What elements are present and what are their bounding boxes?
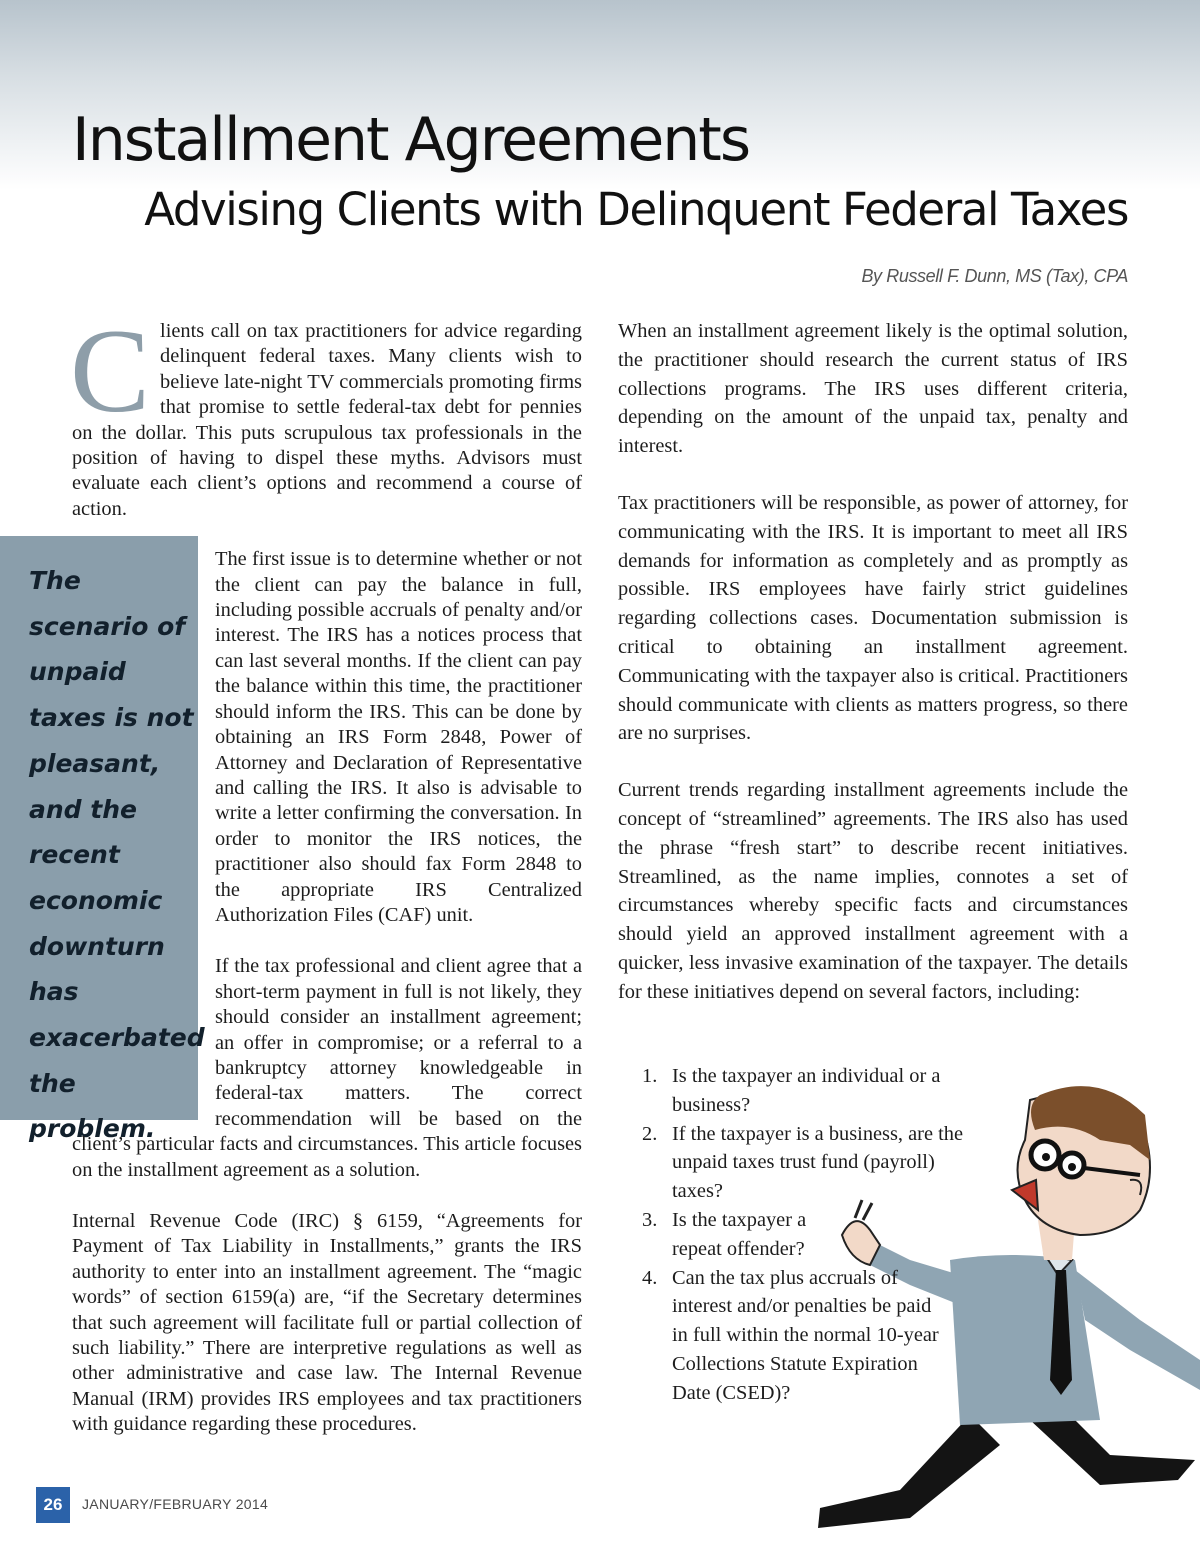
intro-paragraph-text: lients call on tax practitioners for advice regarding delinquent federal taxes. Many clients wish to believe late-night TV commercials promoting firms that promise to settle federal-tax debt for pennies on the dollar. This puts scrupulous tax professionals in the position of having to dispel these myths. Advisors must evaluate each client’s options and recommend a course of action. xyxy=(72,320,582,520)
body-paragraph: Tax practitioners will be responsible, as power of attorney, for communicating with the IRS. It is important to meet all IRS demands for information as completely and as promptly as possible. IRS employees have fairly strict guidelines regarding collections cases. Documentation submission is critical to obtaining an installment agreement. Communicating with the taxpayer also is critical. Practitioners should communicate with clients as matters progress, so there are no surprises. xyxy=(618,491,1128,745)
body-paragraph: Internal Revenue Code (IRC) § 6159, “Agreements for Payment of Tax Liability in Installments,” grants the IRS authority to enter into an installment agreement. The “magic words” of section 6159(a) are, “if the Secretary determines that such agreement will facilitate full or partial collection of such liability.” There are interpretive regulations as well as other administrative and case law. The Internal Revenue Manual (IRM) provides IRS employees and tax practitioners with guidance regarding these procedures. xyxy=(72,1210,582,1436)
question-item xyxy=(642,1206,982,1264)
page-number: 26 xyxy=(36,1487,70,1523)
body-paragraph: The first issue is to determine whether or not the client can pay the balance in full, including possible accruals of penalty and/or interest. The IRS has a notices process that can last several months. If the client can pay the balance within this time, the practitioner should inform the IRS. This can be done by obtaining an IRS Form 2848, Power of Attorney and Declaration of Representative and calling the IRS. It also is advisable to write a letter confirming the conversation. In order to monitor the IRS notices, the practitioner also should fax Form 2848 to the appropriate IRS Centralized Authorization Files (CAF) unit. xyxy=(215,548,582,926)
question-number: 3. xyxy=(642,1208,658,1231)
intro-paragraph xyxy=(70,304,582,522)
question-text: Can the tax plus accruals of interest and/or penalties be paid in full within the normal 10-year Collections Statute Expiration Date (CSED)? xyxy=(672,1266,939,1404)
byline: By Russell F. Dunn, MS (Tax), CPA xyxy=(861,266,1128,286)
question-number: 4. xyxy=(642,1266,658,1289)
question-item xyxy=(642,1062,982,1120)
body-paragraph: When an installment agreement likely is the optimal solution, the practitioner should research the current status of IRS collections programs. The IRS uses different criteria, depending on the amount of the unpaid tax, penalty and interest. xyxy=(618,320,1128,458)
question-item xyxy=(642,1120,982,1206)
body-paragraph: If the tax professional and client agree that a short-term payment in full is not likely, they should consider an installment agreement; an offer in compromise; or a referral to a bankruptcy attorney knowledgeable in federal-tax matters. The correct recommendation will be based on the client’s particular facts and circumstances. This article focuses on the installment agreement as a solution. xyxy=(72,955,582,1181)
body-paragraph: Current trends regarding installment agreements include the concept of “streamlined” agreements. The IRS also has used the phrase “fresh start” to describe recent initiatives. Streamlined, as the name implies, connotes a set of circumstances whereby specific facts and circumstances should yield an approved installment agreement with a quicker, less invasive examination of the taxpayer. The details for these initiatives depend on several factors, including: xyxy=(618,779,1128,1003)
question-text: If the taxpayer is a business, are the unpaid taxes trust fund (payroll) taxes? xyxy=(672,1122,964,1203)
question-item xyxy=(642,1264,982,1408)
question-text: Is the taxpayer an individual or a business? xyxy=(672,1065,941,1116)
question-text: Is the taxpayer a repeat offender? xyxy=(672,1208,807,1260)
drop-cap: C xyxy=(70,304,151,437)
left-column xyxy=(70,304,582,1438)
question-number: 2. xyxy=(642,1122,658,1145)
questions-list xyxy=(642,1062,982,1408)
right-column xyxy=(618,317,1128,1007)
question-number: 1. xyxy=(642,1065,658,1087)
issue-date: JANUARY/FEBRUARY 2014 xyxy=(82,1496,269,1512)
article-subtitle: Advising Clients with Delinquent Federal Taxes xyxy=(144,183,1128,236)
article-title: Installment Agreements xyxy=(72,105,750,175)
pull-quote-text: The scenario of unpaid taxes is not pleasant, and the recent economic downturn has exacerbated the problem. xyxy=(29,566,205,1144)
